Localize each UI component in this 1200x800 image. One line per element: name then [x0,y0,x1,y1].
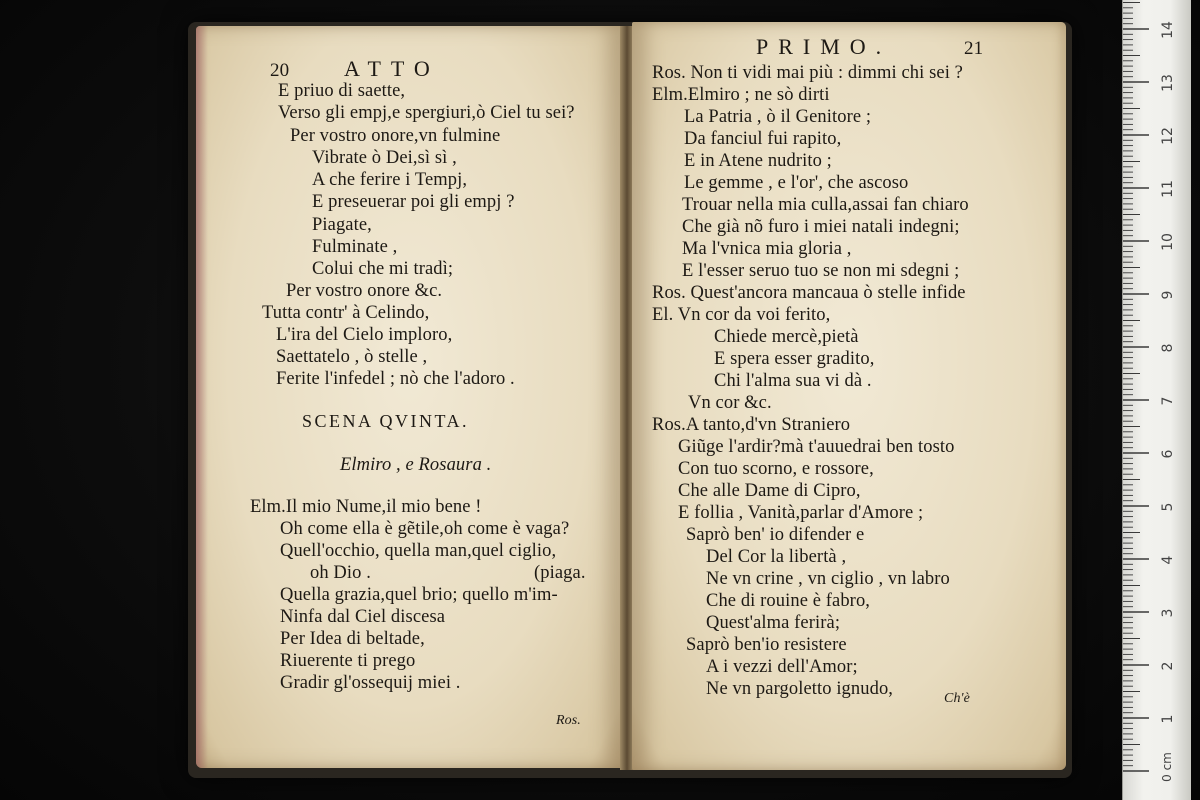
verse-line: E follia , Vanità,parlar d'Amore ; [678,503,924,523]
verse-line: E preseuerar poi gli empj ? [312,192,515,212]
catchword: Ch'è [944,691,970,706]
ruler-ticks [1123,0,1191,800]
page-edge-stain [196,26,208,768]
verse-line: Che di rouine è fabro, [706,591,871,611]
right-page [632,22,1066,770]
verse-line: Le gemme , e l'or', che ascoso [684,173,909,193]
verse-line: Che già nõ furo i miei natali indegni; [682,217,960,237]
verse-line: Trouar nella mia culla,assai fan chiaro [682,195,969,215]
ruler-label: 1 [1160,714,1176,724]
verse-line: Con tuo scorno, e rossore, [678,459,874,479]
verse-line: A che ferire i Tempj, [312,170,468,190]
verse-line: Chiede mercè,pietà [714,327,859,347]
verse-line: Vn cor &c. [688,393,772,413]
verse-line: Per Idea di beltade, [280,629,425,649]
verse-line: Ne vn crine , vn ciglio , vn labro [706,569,950,589]
ruler-label: 6 [1160,449,1176,459]
ruler-label: 12 [1160,127,1176,145]
ruler-label: 5 [1160,502,1176,512]
verse-line: Da fanciul fui rapito, [684,129,842,149]
verse-line: El. Vn cor da voi ferito, [652,305,831,325]
left-page [196,26,622,768]
verse-line: Chi l'alma sua vi dà . [714,371,872,391]
verse-line: Per vostro onore,vn fulmine [290,126,501,146]
verse-line: E l'esser seruo tuo se non mi sdegni ; [682,261,960,281]
verse-line: Ros.A tanto,d'vn Straniero [652,415,851,435]
ruler-label: 4 [1160,555,1176,565]
verse-line: E in Atene nudrito ; [684,151,832,171]
verse-line: Ros. Non ti vidi mai più : dimmi chi sei ? [652,63,963,83]
ruler-label: 8 [1160,343,1176,353]
verse-line: Saprò ben' io difender e [686,525,865,545]
verse-line: Fulminate , [312,237,398,257]
right-page-number: 21 [964,38,984,59]
verse-line: Piagate, [312,215,372,235]
right-running-head: PRIMO. [756,34,892,59]
verse-line: Elm.Elmiro ; ne sò dirti [652,85,830,105]
measurement-ruler [1122,0,1191,800]
verse-line: Ninfa dal Ciel discesa [280,607,446,627]
ruler-label: 2 [1160,661,1176,671]
ruler-label: 7 [1160,396,1176,406]
verse-line: Riuerente ti prego [280,651,416,671]
verse-line: Ma l'vnica mia gloria , [682,239,852,259]
verse-line: Quest'alma ferirà; [706,613,841,633]
verse-line: Per vostro onore &c. [286,281,443,301]
ruler-label: 3 [1160,608,1176,618]
ruler-label: 10 [1160,233,1176,251]
verse-line: Ferite l'infedel ; nò che l'adoro . [276,369,515,389]
verse-line: Giũge l'ardir?mà t'auuedrai ben tosto [678,437,955,457]
verse-line: L'ira del Cielo imploro, [276,325,453,345]
catchword: Ros. [556,713,581,728]
verse-line: Ros. Quest'ancora mancaua ò stelle infide [652,283,966,303]
ruler-label: 11 [1160,180,1176,198]
verse-line: Gradir gl'ossequij miei . [280,673,461,693]
ruler-label: 13 [1160,74,1176,92]
verse-line: Che alle Dame di Cipro, [678,481,861,501]
verse-line: oh Dio . [310,563,371,583]
left-page-number: 20 [270,60,290,81]
verse-line: Ne vn pargoletto ignudo, [706,679,894,699]
verse-line: E spera esser gradito, [714,349,875,369]
ruler-label: 9 [1160,290,1176,300]
verse-line: E priuo di saette, [278,81,406,101]
verse-line: La Patria , ò il Genitore ; [684,107,872,127]
verse-line: Saprò ben'io resistere [686,635,847,655]
scene-characters: Elmiro , e Rosaura . [340,455,492,475]
verse-line: Elm.Il mio Nume,il mio bene ! [250,497,482,517]
scene-title: SCENA QVINTA. [302,411,470,431]
verse-line: A i vezzi dell'Amor; [706,657,858,677]
verse-line: Colui che mi tradì; [312,259,454,279]
verse-line: Oh come ella è gẽtile,oh come è vaga? [280,519,570,539]
verse-line: Verso gli empj,e spergiuri,ò Ciel tu sei? [278,103,575,123]
left-running-head: ATTO [344,56,440,81]
verse-line: Tutta contr' à Celindo, [262,303,430,323]
ruler-label: 0 cm [1160,752,1174,782]
verse-line: Quell'occhio, quella man,quel ciglio, [280,541,557,561]
verse-line: Saettatelo , ò stelle , [276,347,428,367]
verse-line: Quella grazia,quel brio; quello m'im- [280,585,558,605]
verse-line: Vibrate ò Dei,sì sì , [312,148,457,168]
verse-line: (piaga. [534,563,586,583]
ruler-label: 14 [1160,21,1176,39]
verse-line: Del Cor la libertà , [706,547,847,567]
